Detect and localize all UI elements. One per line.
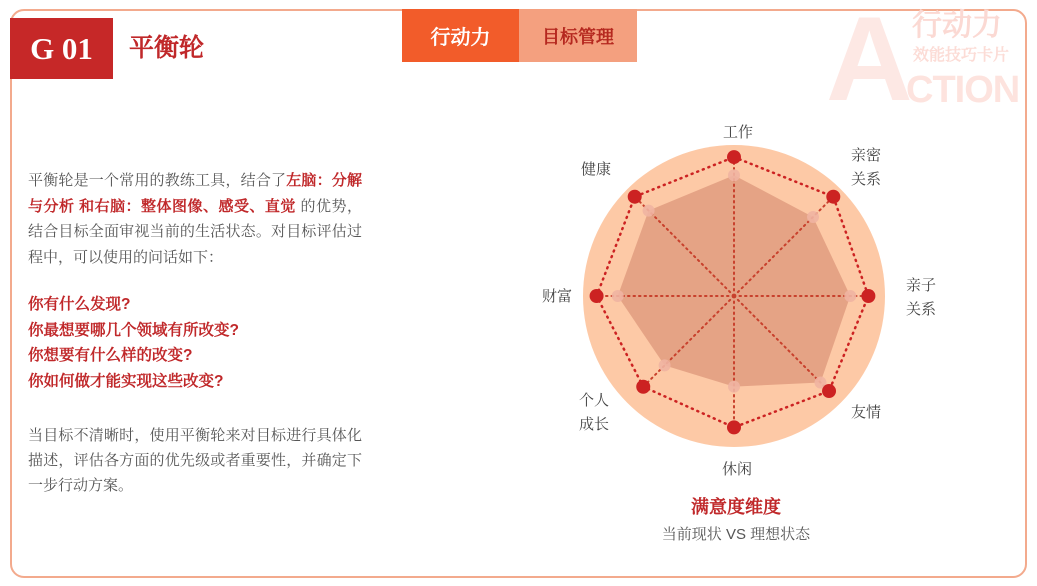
dimension-label: 友情 (850, 404, 882, 421)
watermark-word: CTION (906, 69, 1020, 111)
category-tabs (402, 9, 637, 62)
tab-goal-management[interactable]: 目标管理 (519, 9, 637, 62)
ideal-state-point (590, 289, 604, 303)
ideal-state-point (861, 289, 875, 303)
current-state-point (728, 381, 740, 393)
dimension-label: 亲子关系 (905, 277, 937, 318)
question-item: 你有什么发现? (28, 296, 131, 313)
legend-ideal: 理想状态 (750, 526, 811, 543)
question-item: 你如何做才能实现这些改变? (28, 372, 224, 390)
chart-legend (586, 524, 886, 546)
ideal-state-point (822, 384, 836, 398)
ideal-state-point (727, 420, 741, 434)
watermark-subtitle: 效能技巧卡片 (913, 47, 1010, 64)
question-list (28, 292, 239, 394)
balance-wheel-radar-chart (530, 110, 970, 490)
intro-paragraph (28, 168, 362, 270)
current-state-point (844, 290, 856, 302)
intro-tail: 的优势，结合目标全面审视当前的生活状态。对目标评估过程中，可以使用的问话如下： (28, 197, 362, 266)
current-state-point (807, 211, 819, 223)
question-item: 你想要有什么样的改变? (28, 347, 193, 365)
page-title: 平衡轮 (129, 34, 205, 62)
dimension-label: 健康 (580, 161, 612, 178)
ideal-state-point (826, 190, 840, 204)
dimension-label: 财富 (541, 288, 573, 305)
question-item: 你最想要哪几个领域有所改变? (28, 321, 239, 339)
watermark-title: 行动力 (912, 9, 1002, 42)
legend-vs: VS (725, 526, 746, 543)
ideal-state-point (727, 150, 741, 164)
intro-lead: 平衡轮是一个常用的教练工具，结合了 (28, 172, 287, 189)
tab-action[interactable]: 行动力 (402, 9, 519, 62)
chart-title: 满意度维度 (691, 497, 781, 517)
ideal-state-point (628, 190, 642, 204)
current-state-point (612, 290, 624, 302)
intro-highlight: 左脑：分解与分析 和右脑：整体图像、感受、直觉 (28, 172, 362, 215)
ideal-state-point (636, 380, 650, 394)
dimension-label: 休闲 (721, 461, 753, 478)
legend-current: 当前现状 (661, 526, 722, 543)
card-code-badge: G 01 (10, 18, 113, 79)
dimension-label: 亲密关系 (850, 147, 882, 188)
current-state-point (643, 205, 655, 217)
dimension-label: 工作 (722, 124, 754, 141)
usage-note: 当目标不清晰时，使用平衡轮来对目标进行具体化描述，评估各方面的优先级或者重要性，并确定下一步行动方案。 (28, 427, 362, 494)
dimension-label: 个人成长 (578, 392, 610, 433)
current-state-point (728, 169, 740, 181)
current-state-point (659, 359, 671, 371)
watermark-letter: A (826, 0, 913, 126)
